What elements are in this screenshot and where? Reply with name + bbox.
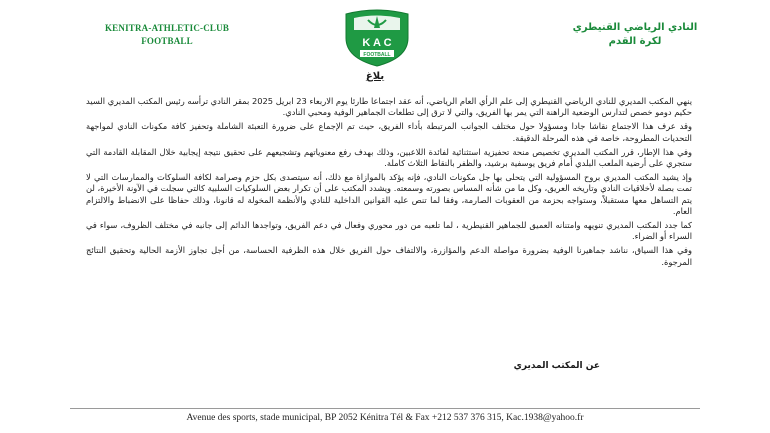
paragraph: ينهي المكتب المديري للنادي الرياضي القنيطري إلى علم الرأي العام الرياضي، أنه عقد اجتماعا طارئا يوم الاربعاء 23 ابريل 2025 بمقر النادي ترأسه رئيس المكتب المديري السيد حكيم دومو خصص لتدارس الوضعية الراهنة التي يمر بها الفريق، والتي لا ترق إلى تطلعات الجماهير الوفية ومحبي النادي. [86, 96, 692, 118]
club-name-arabic-line2: لكرة القدم [608, 36, 662, 47]
paragraph: وفي هذا السياق، نناشد جماهيرنا الوفية بضرورة مواصلة الدعم والمؤازرة، والالتفاف حول الفريق خلال هذه الظرفية الحساسة، من أجل تجاوز الأزمة الحالية وتحقيق النتائج المرجوة. [86, 245, 692, 267]
club-name-arabic [560, 21, 710, 49]
logo-ribbon-text: FOOTBALL [363, 51, 391, 58]
document-title: بلاغ [365, 71, 385, 82]
document-body [86, 96, 692, 271]
logo-letters: K A C [362, 37, 392, 49]
club-name-english-line1: KENITRA-ATHLETIC-CLUB [104, 23, 230, 33]
club-name-english-line2: FOOTBALL [141, 36, 193, 46]
paragraph: وفي هذا الإطار، قرر المكتب المديري تخصيص منحة تحفيزية استثنائية لفائدة اللاعبين، وذلك بهدف رفع معنوياتهم وتشجيعهم على تحقيق نتيجة إيجابية خلال المقابلة القادمة التي ستجري على أرضية الملعب البلدي أمام فريق يوسفية برشيد، والظفر بالنقاط الثلاث كاملة. [86, 146, 692, 169]
footer-address: Avenue des sports, stade municipal, BP 2052 Kénitra Tél & Fax +212 537 376 315, Kac.1938@yahoo.fr [186, 413, 584, 423]
club-name-english [92, 22, 242, 48]
club-logo [340, 8, 414, 68]
signature: عن المكتب المديري [513, 361, 600, 371]
footer-divider [70, 408, 700, 409]
paragraph: وإذ يشيد المكتب المديري بروح المسؤولية التي يتحلى بها جل مكونات النادي، فإنه يؤكد بالموازاة مع ذلك، أنه سيتصدى بكل حزم وصرامة لكافة السلوكات والممارسات التي لا تمت بصلة لأخلاقيات النادي وتاريخه العريق، وكل ما من شأنه المساس بصورته وسمعته. ويشدد المكتب على أن تكرار بعض السلوكيات السلبية كالتي سجلت في الآونة الأخيرة، لن يتم التساهل معها مستقبلاً، وستواجه بحزمة من العقوبات الصارمة، وفقا لما تنص عليه القوانين الداخلية للنادي والأنظمة المخولة له قانونا، وذلك حفاظا على الانضباط والالتزام العام. [86, 172, 692, 216]
paragraph: كما جدد المكتب المديري تنويهه وامتنانه العميق للجماهير القنيطرية ، لما تلعبه من دور محوري وفعال في دعم الفريق، وتواجدها الدائم إلى جانبه في مختلف الظروف، سواء في السراء أو الضراء. [86, 220, 692, 242]
club-name-arabic-line1: النادي الرياضي القنيطري [572, 22, 698, 33]
paragraph: وقد عرف هذا الاجتماع نقاشا جادا ومسؤولا حول مختلف الجوانب المرتبطة بأداء الفريق، حيث تم الإجماع على ضرورة التعبئة الشاملة وتحفيز كافة مكونات النادي لمواجهة التحديات المطروحة، خاصة في هذه المرحلة الدقيقة. [86, 121, 692, 143]
